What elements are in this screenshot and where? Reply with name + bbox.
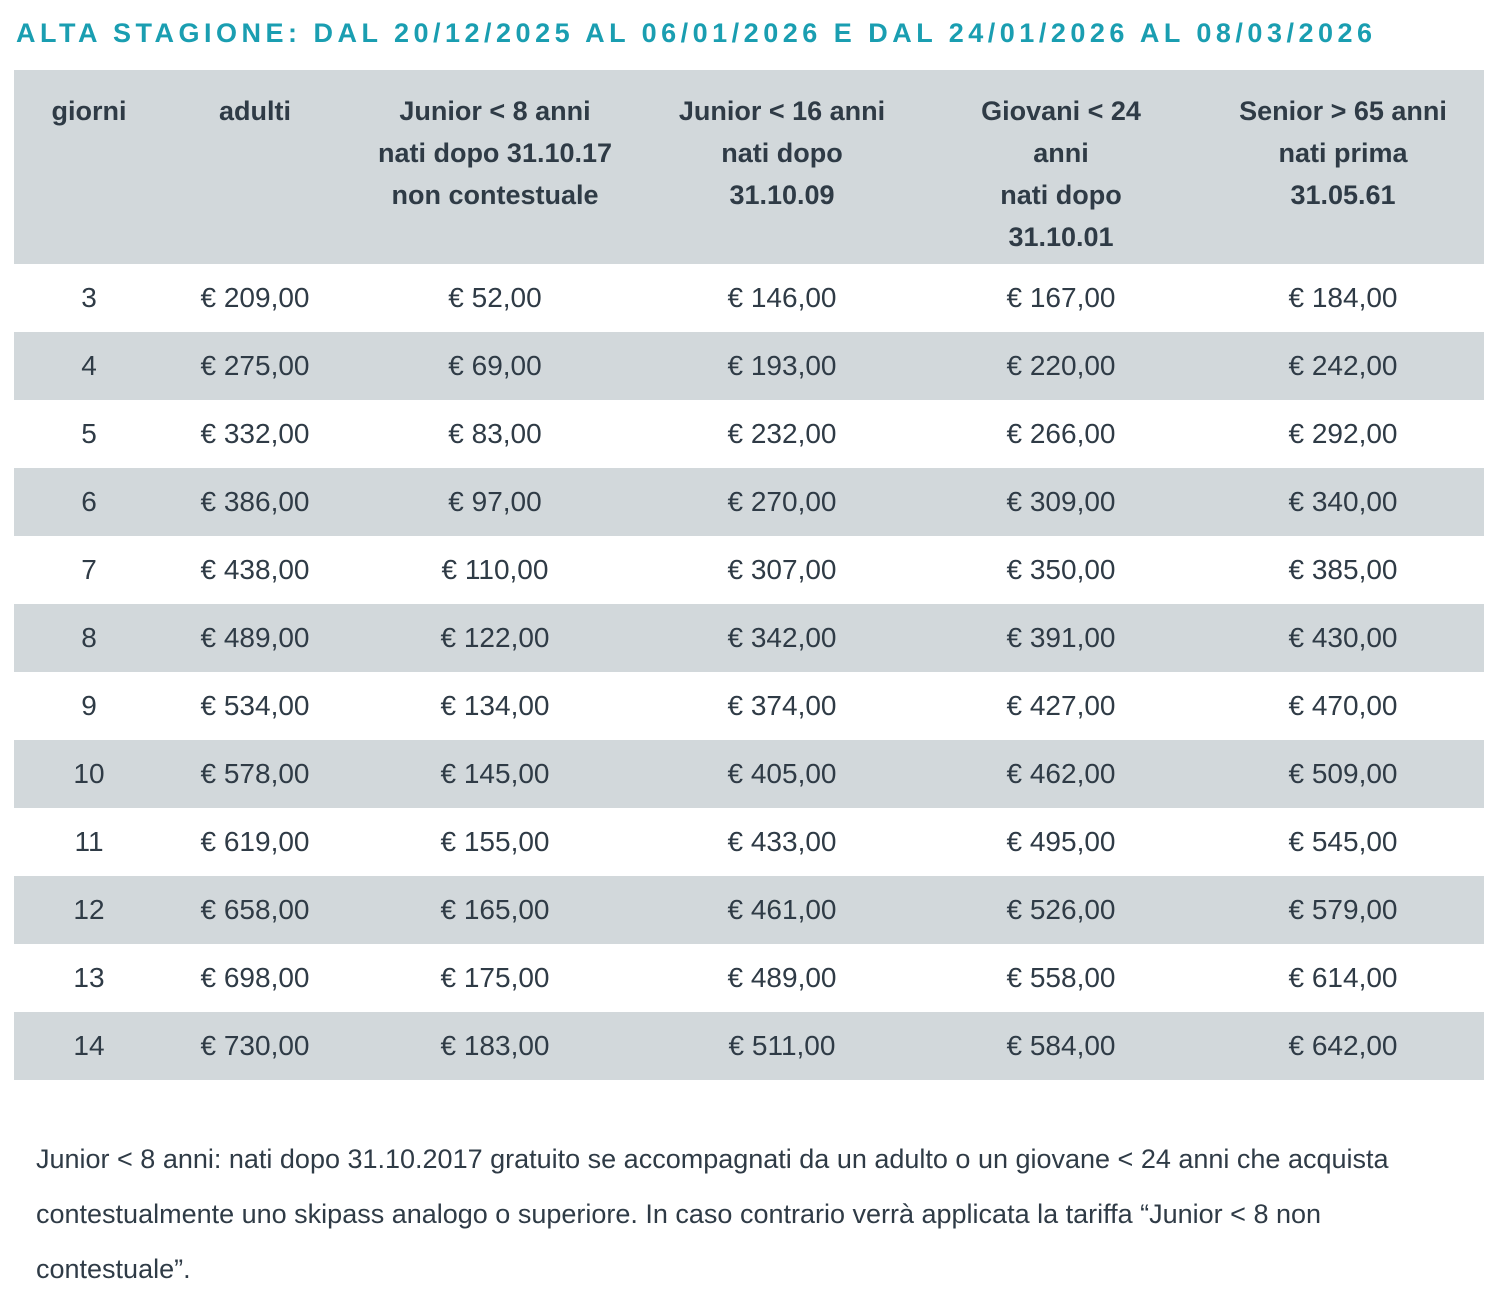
column-header-line: anni xyxy=(1033,138,1089,168)
days-cell: 13 xyxy=(73,962,105,993)
price-cell: € 698,00 xyxy=(200,962,310,993)
price-cell: € 730,00 xyxy=(164,1012,346,1080)
days-cell: 11 xyxy=(74,826,104,857)
column-header-line: 31.05.61 xyxy=(1290,180,1396,210)
price-cell: € 184,00 xyxy=(1288,282,1398,313)
column-header-line: nati dopo 31.10.17 xyxy=(377,138,613,168)
days-cell: 4 xyxy=(14,332,164,400)
price-cell: € 145,00 xyxy=(346,740,644,808)
price-cell: € 391,00 xyxy=(920,604,1202,672)
season-title: ALTA STAGIONE: DAL 20/12/2025 AL 06/01/2026 E DAL 24/01/2026 AL 08/03/2026 xyxy=(16,18,1377,48)
days-cell: 10 xyxy=(14,740,164,808)
table-row xyxy=(14,536,1484,604)
price-cell: € 232,00 xyxy=(727,418,837,449)
price-cell: € 534,00 xyxy=(200,690,310,721)
table-row xyxy=(14,468,1484,536)
column-header-senior-65 xyxy=(1202,70,1484,264)
table-row xyxy=(14,944,1484,1012)
price-cell: € 427,00 xyxy=(1006,690,1116,721)
days-cell: 3 xyxy=(81,282,97,313)
column-header-line: adulti xyxy=(219,96,291,126)
price-cell: € 266,00 xyxy=(1006,418,1116,449)
price-cell: € 167,00 xyxy=(1006,282,1116,313)
column-header-line: Junior < 8 anni xyxy=(399,96,591,126)
price-cell: € 183,00 xyxy=(346,1012,644,1080)
table-row xyxy=(14,808,1484,876)
days-cell: 7 xyxy=(81,554,97,585)
price-cell: € 405,00 xyxy=(644,740,920,808)
price-cell: € 386,00 xyxy=(164,468,346,536)
price-cell: € 578,00 xyxy=(164,740,346,808)
table-row xyxy=(14,332,1484,400)
price-table-header xyxy=(14,70,1484,264)
price-cell: € 658,00 xyxy=(164,876,346,944)
column-header-line: 31.10.01 xyxy=(1008,222,1114,252)
price-cell: € 165,00 xyxy=(346,876,644,944)
price-cell: € 558,00 xyxy=(1006,962,1116,993)
days-cell: 5 xyxy=(81,418,97,449)
price-cell: € 509,00 xyxy=(1202,740,1484,808)
table-row xyxy=(14,1012,1484,1080)
days-cell: 8 xyxy=(14,604,164,672)
column-header-line: giorni xyxy=(51,96,127,126)
junior-discount-footnote: Junior < 8 anni: nati dopo 31.10.2017 gratuito se accompagnati da un adulto o un giovane < 24 anni che acquista contestualmente uno skipass analogo o superiore. In caso contrario verrà applicata la tariffa “Junior < 8 non contestuale”. xyxy=(36,1144,1389,1284)
column-header-line: Senior > 65 anni xyxy=(1239,96,1447,126)
days-cell: 12 xyxy=(14,876,164,944)
price-cell: € 292,00 xyxy=(1288,418,1398,449)
price-cell: € 209,00 xyxy=(200,282,310,313)
price-cell: € 52,00 xyxy=(448,282,542,313)
price-cell: € 489,00 xyxy=(727,962,837,993)
column-header-adulti xyxy=(164,70,346,264)
table-row xyxy=(14,604,1484,672)
price-cell: € 242,00 xyxy=(1202,332,1484,400)
price-cell: € 489,00 xyxy=(164,604,346,672)
price-cell: € 385,00 xyxy=(1288,554,1398,585)
price-cell: € 220,00 xyxy=(920,332,1202,400)
price-cell: € 495,00 xyxy=(1006,826,1116,857)
price-cell: € 83,00 xyxy=(448,418,542,449)
column-header-line: nati dopo xyxy=(721,138,843,168)
table-row xyxy=(14,264,1484,332)
price-table xyxy=(14,70,1484,1080)
price-cell: € 275,00 xyxy=(164,332,346,400)
price-cell: € 642,00 xyxy=(1202,1012,1484,1080)
price-cell: € 193,00 xyxy=(644,332,920,400)
price-cell: € 619,00 xyxy=(200,826,310,857)
price-cell: € 614,00 xyxy=(1288,962,1398,993)
price-cell: € 134,00 xyxy=(440,690,550,721)
price-cell: € 461,00 xyxy=(644,876,920,944)
price-cell: € 309,00 xyxy=(920,468,1202,536)
table-row xyxy=(14,876,1484,944)
column-header-line: nati dopo xyxy=(1000,180,1122,210)
days-cell: 9 xyxy=(81,690,97,721)
column-header-giovani-24 xyxy=(920,70,1202,264)
price-cell: € 584,00 xyxy=(920,1012,1202,1080)
price-cell: € 175,00 xyxy=(440,962,550,993)
column-header-giorni xyxy=(14,70,164,264)
price-cell: € 69,00 xyxy=(346,332,644,400)
price-cell: € 526,00 xyxy=(920,876,1202,944)
header-row xyxy=(14,70,1484,264)
price-cell: € 462,00 xyxy=(920,740,1202,808)
price-cell: € 470,00 xyxy=(1288,690,1398,721)
price-cell: € 307,00 xyxy=(727,554,837,585)
price-cell: € 438,00 xyxy=(200,554,310,585)
column-header-line: Giovani < 24 xyxy=(981,96,1141,126)
price-table-body xyxy=(14,264,1484,1080)
price-cell: € 110,00 xyxy=(441,554,549,585)
price-cell: € 97,00 xyxy=(346,468,644,536)
price-cell: € 332,00 xyxy=(200,418,310,449)
column-header-line: 31.10.09 xyxy=(729,180,835,210)
table-row xyxy=(14,672,1484,740)
table-row xyxy=(14,740,1484,808)
price-cell: € 433,00 xyxy=(727,826,837,857)
price-cell: € 342,00 xyxy=(644,604,920,672)
price-cell: € 350,00 xyxy=(1006,554,1116,585)
column-header-line: nati prima xyxy=(1278,138,1408,168)
price-cell: € 122,00 xyxy=(346,604,644,672)
price-cell: € 511,00 xyxy=(644,1012,920,1080)
column-header-line: non contestuale xyxy=(391,180,599,210)
price-cell: € 545,00 xyxy=(1288,826,1398,857)
price-cell: € 374,00 xyxy=(727,690,837,721)
column-header-junior-16 xyxy=(644,70,920,264)
price-cell: € 579,00 xyxy=(1202,876,1484,944)
column-header-line: Junior < 16 anni xyxy=(678,96,886,126)
table-row xyxy=(14,400,1484,468)
days-cell: 6 xyxy=(14,468,164,536)
price-cell: € 340,00 xyxy=(1202,468,1484,536)
days-cell: 14 xyxy=(14,1012,164,1080)
price-cell: € 430,00 xyxy=(1202,604,1484,672)
price-cell: € 155,00 xyxy=(440,826,550,857)
price-cell: € 270,00 xyxy=(644,468,920,536)
price-cell: € 146,00 xyxy=(727,282,837,313)
column-header-junior-8 xyxy=(346,70,644,264)
